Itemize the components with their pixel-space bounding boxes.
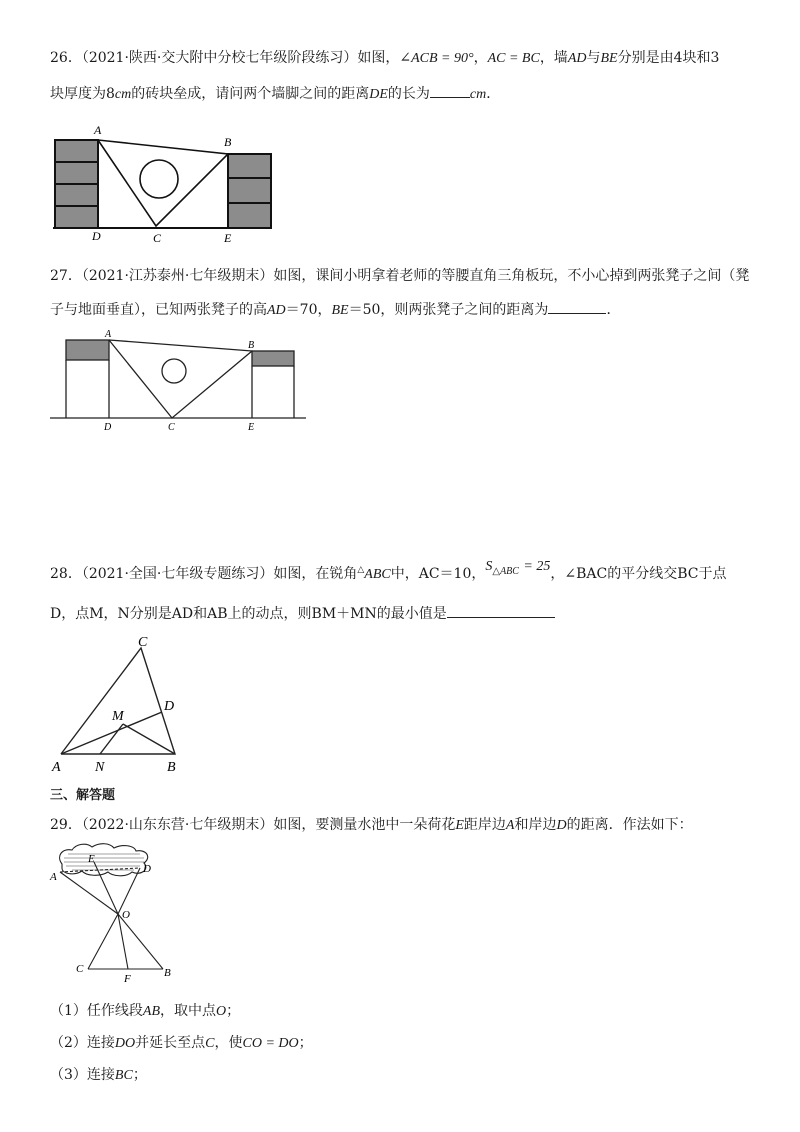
right-wall: [228, 154, 271, 228]
triangle-hole: [140, 160, 178, 198]
step-var: C: [205, 1036, 215, 1051]
q26-var: BE: [600, 51, 618, 66]
step-var: BC: [114, 1068, 133, 1083]
q28-var: ABC: [364, 567, 391, 582]
q29-var: D: [556, 818, 567, 833]
label-m: M: [112, 709, 124, 724]
segment-ao: [60, 872, 118, 914]
label-b: B: [164, 967, 171, 979]
q29-number: 29．: [50, 817, 82, 833]
q28-area: [485, 556, 550, 582]
label-f: F: [124, 973, 131, 985]
label-b: B: [167, 760, 176, 775]
q28-line2: [50, 603, 760, 624]
segment-mn: [100, 724, 123, 754]
q28-source: （2021·全国·七年级专题练习）: [81, 566, 274, 582]
q26-angle: ∠ACB = 90°: [399, 51, 474, 66]
q29-var: A: [505, 818, 515, 833]
q26-var: AD: [567, 51, 587, 66]
label-d: D: [104, 422, 112, 433]
label-e: E: [248, 422, 255, 433]
q29-text: 的距离．作法如下：: [566, 817, 693, 833]
label-c: C: [138, 635, 148, 650]
step-text: （1）任作线段: [50, 1003, 143, 1019]
q26-text: 块厚度为8: [50, 86, 115, 102]
q26-line1: [50, 48, 760, 69]
left-stool-top: [66, 340, 109, 360]
label-c: C: [153, 231, 162, 245]
area-subscript: △ABC: [492, 565, 519, 577]
step-var: AB: [142, 1004, 161, 1019]
label-o: O: [122, 909, 130, 921]
answer-blank[interactable]: [447, 603, 555, 618]
q26-figure: [48, 122, 278, 247]
step-var: DO: [114, 1036, 136, 1051]
label-a: A: [50, 871, 57, 883]
segment-of: [118, 914, 128, 969]
q26-source: （2021·陕西·交大附中分校七年级阶段练习）: [81, 50, 358, 66]
label-c: C: [76, 963, 84, 975]
label-a: A: [105, 329, 112, 340]
q27-line2: [50, 299, 760, 321]
step-text: ；: [226, 1003, 241, 1019]
step-text: （3）连接: [50, 1067, 115, 1083]
q29-step2: [50, 1033, 760, 1054]
label-c: C: [168, 422, 175, 433]
step-text: ；: [132, 1067, 147, 1083]
q29-figure: [50, 842, 190, 986]
q26-line2: [50, 83, 760, 105]
area-symbol: S: [485, 559, 493, 574]
q28-figure: [48, 632, 198, 778]
triangle-board: [109, 340, 255, 418]
q26-text: 与: [586, 50, 601, 66]
answer-blank[interactable]: [548, 299, 606, 314]
area-value: = 25: [523, 559, 551, 574]
q29-text: 距岸边: [463, 817, 506, 833]
q26-text: 的砖块垒成，请问两个墙脚之间的距离: [131, 86, 370, 102]
label-e: E: [224, 231, 232, 245]
segment-oc: [88, 914, 118, 969]
q27-text: ．: [606, 302, 621, 318]
q26-text: 分别是由4块和3: [617, 50, 720, 66]
label-a: A: [94, 123, 102, 137]
q26-equation: AC = BC: [487, 51, 540, 66]
q29-text: 如图，要测量水池中一朵荷花: [273, 817, 456, 833]
q28-line1: [50, 560, 760, 590]
step-var: O: [216, 1004, 227, 1019]
q27-var: AD: [267, 303, 286, 318]
q26-unit: cm: [469, 87, 487, 102]
q27-var: BE: [331, 303, 349, 318]
label-d: D: [143, 863, 151, 875]
q27-text: 子与地面垂直），已知两张凳子的高: [50, 302, 267, 318]
q26-text: 如图，: [357, 50, 400, 66]
triangle-symbol: △: [357, 565, 365, 575]
q29-text: 和岸边: [514, 817, 557, 833]
q27-line1: [50, 266, 760, 286]
section-title: 三、解答题: [50, 788, 116, 803]
q28-number: 28．: [50, 566, 82, 582]
step-text: ；: [298, 1035, 313, 1051]
q29-line1: [50, 815, 760, 836]
q27-number: 27．: [50, 268, 82, 284]
q26-text: ，墙: [539, 50, 568, 66]
label-b: B: [248, 340, 255, 351]
step-text: ，使: [214, 1035, 243, 1051]
answer-blank[interactable]: [430, 83, 470, 98]
q29-step1: [50, 1001, 760, 1022]
label-b: B: [224, 135, 232, 149]
triangle-hole: [162, 359, 186, 383]
label-a: A: [52, 760, 61, 775]
q28-text: D，点M，N分别是AD和AB上的动点，则BM＋MN的最小值是: [50, 606, 447, 622]
label-d: D: [164, 699, 175, 714]
q27-text: ＝50，则两张凳子之间的距离为: [348, 302, 549, 318]
step-text: 并延长至点: [135, 1035, 206, 1051]
segment-do: [118, 868, 140, 914]
q28-text: 中，AC＝10，: [390, 566, 486, 582]
q27-figure: [48, 328, 308, 436]
q26-text: 的长为: [387, 86, 430, 102]
q29-var: E: [455, 818, 464, 833]
q29-step3: [50, 1065, 760, 1086]
triangle-abc: [61, 648, 175, 754]
step-equation: CO = DO: [242, 1036, 299, 1051]
q28-text: 如图，在锐角: [273, 566, 358, 582]
q27-text: 如图，课间小明拿着老师的等腰直角三角板玩，不小心掉到两张凳子之间（凳: [273, 268, 750, 284]
q27-text: ＝70，: [285, 302, 332, 318]
segment-ob: [118, 914, 163, 969]
label-d: D: [92, 229, 101, 243]
q26-unit: cm: [114, 87, 132, 102]
q26-number: 26．: [50, 50, 82, 66]
step-text: （2）连接: [50, 1035, 115, 1051]
label-n: N: [95, 760, 105, 775]
q29-source: （2022·山东东营·七年级期末）: [81, 817, 274, 833]
q27-source: （2021·江苏泰州·七年级期末）: [81, 268, 274, 284]
label-e: E: [88, 853, 95, 865]
right-stool-top: [252, 351, 294, 366]
triangle-board: [98, 140, 228, 226]
q26-var: DE: [369, 87, 388, 102]
q26-text: ，: [473, 50, 488, 66]
q26-text: ．: [486, 86, 501, 102]
step-text: ，取中点: [160, 1003, 217, 1019]
q28-text: ，∠BAC的平分线交BC于点: [550, 566, 727, 582]
